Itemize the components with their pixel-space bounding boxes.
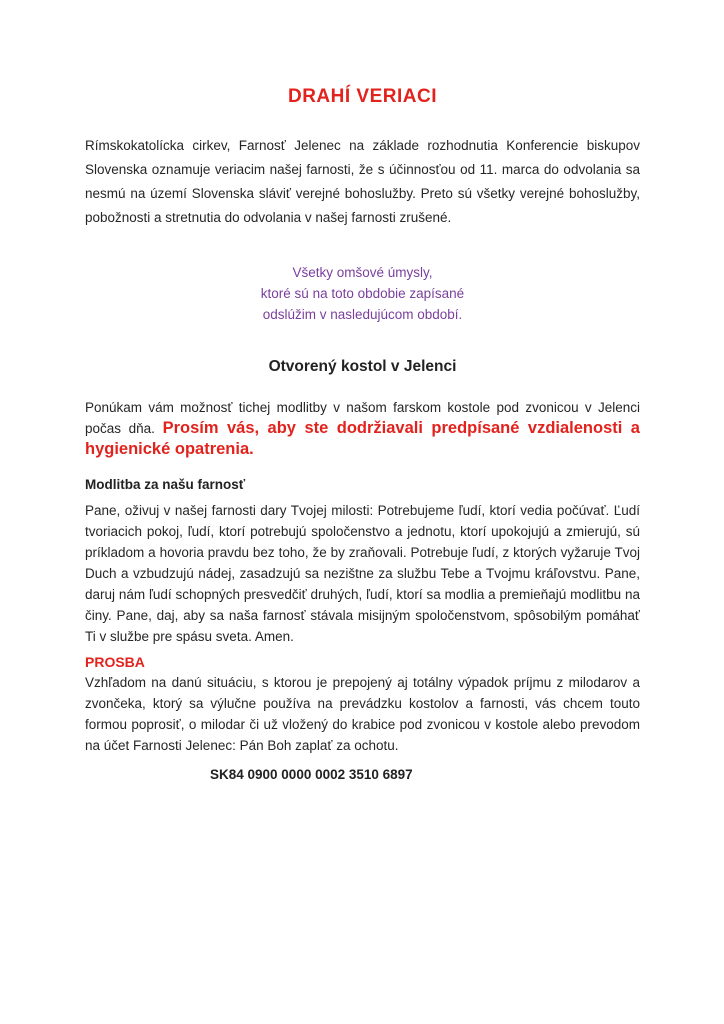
prayer-paragraph: Pane, oživuj v našej farnosti dary Tvojej milosti: Potrebujeme ľudí, ktorí vedia počúvať. Ľudí tvoriacich pokoj, ľudí, ktorí potrebujú spoločenstvo a jednotu, ktorí upokojujú a zmierujú, sú príkladom a hovoria pravdu bez toho, že by zraňovali. Potrebuje ľudí, z ktorých vyžaruje Tvoj Duch a vzbudzujú nádej, zasadzujú sa nezištne za službu Tebe a Tvojmu kráľovstvu. Pane, daruj nám ľudí schopných presvedčiť druhých, ľudí, ktorí sa modlia a premieňajú modlitbu na činy. Pane, daj, aby sa naša farnosť stávala misijným spoločenstvom, spôsobilým pomáhať Ti v službe pre spásu sveta. Amen. (85, 503, 640, 644)
request-heading: PROSBA (85, 654, 145, 670)
intro-paragraph: Rímskokatolícka cirkev, Farnosť Jelenec na základe rozhodnutia Konferencie biskupov Slovenska oznamuje veriacim našej farnosti, že s účinnosťou od 11. marca do odvolania sa nesmú na území Slovenska sláviť verejné bohoslužby. Preto sú všetky verejné bohoslužby, pobožnosti a stretnutia do odvolania v našej farnosti zrušené. (85, 138, 640, 225)
iban-account-number: SK84 0900 0000 0002 3510 6897 (210, 767, 413, 782)
open-church-heading: Otvorený kostol v Jelenci (268, 358, 457, 375)
page-title: DRAHÍ VERIACI (287, 86, 437, 107)
notice-line-2: ktoré sú na toto obdobie zapísané (260, 286, 465, 301)
notice-line-3: odslúžim v nasledujúcom období. (262, 307, 463, 322)
prayer-heading: Modlitba za našu farnosť (85, 477, 246, 492)
open-church-text-emphasis: Prosím vás, aby ste dodržiavali predpísané vzdialenosti a hygienické opatrenia. (85, 419, 640, 458)
request-paragraph: Vzhľadom na danú situáciu, s ktorou je prepojený aj totálny výpadok príjmu z milodarov a zvončeka, ktorý sa výlučne používa na prevádzku kostolov a farnosti, vás chcem touto formou poprosiť, o milodar či už vložený do krabice pod zvonicou v kostole alebo prevodom na účet Farnosti Jelenec: Pán Boh zaplať za ochotu. (85, 675, 640, 753)
open-church-paragraph (85, 398, 640, 460)
open-church-text-normal: Ponúkam vám možnosť tichej modlitby v našom farskom kostole pod zvonicou v Jelenci počas dňa. (85, 400, 640, 436)
mass-intentions-notice (85, 262, 640, 325)
notice-line-1: Všetky omšové úmysly, (292, 265, 433, 280)
